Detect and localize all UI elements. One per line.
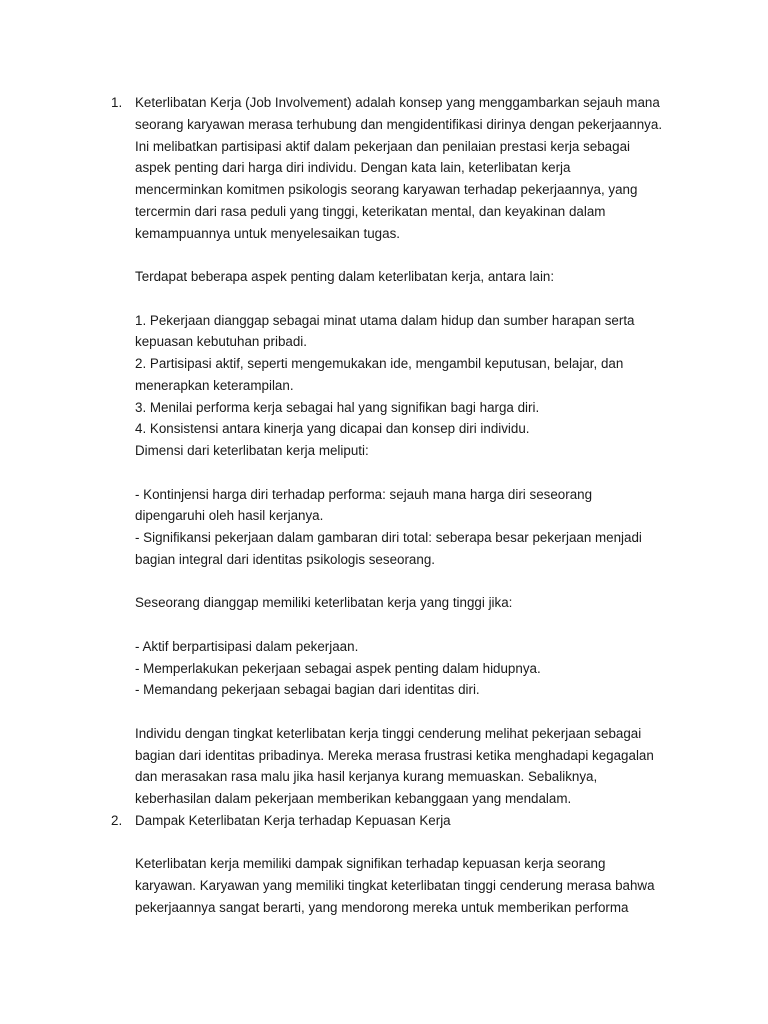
text-line: aspek penting dari harga diri individu. Dengan kata lain, keterlibatan kerja xyxy=(135,160,571,176)
text-line: - Memandang pekerjaan sebagai bagian dari identitas diri. xyxy=(135,682,480,698)
text-line: menerapkan keterampilan. xyxy=(135,377,294,393)
text-line: Keterlibatan Kerja (Job Involvement) adalah konsep yang menggambarkan sejauh mana xyxy=(135,95,660,110)
text-line: bagian integral dari identitas psikologis seseorang. xyxy=(135,551,435,567)
text-line: - Signifikansi pekerjaan dalam gambaran diri total: seberapa besar pekerjaan menjadi xyxy=(135,530,642,545)
text-line: 1. Pekerjaan dianggap sebagai minat utama dalam hidup dan sumber harapan serta xyxy=(135,312,635,328)
dimensions-list xyxy=(135,484,695,571)
list-marker-1: 1. xyxy=(111,95,123,110)
text-line: kepuasan kebutuhan pribadi. xyxy=(135,334,307,350)
criteria-heading: Seseorang dianggap memiliki keterlibatan kerja yang tinggi jika: xyxy=(135,595,513,611)
text-line: keberhasilan dalam pekerjaan memberikan kebanggaan yang mendalam. xyxy=(135,791,572,806)
list-item-2 xyxy=(111,810,695,919)
blank-line xyxy=(135,244,695,266)
text-line: 3. Menilai performa kerja sebagai hal yang signifikan bagi harga diri. xyxy=(135,399,540,415)
text-line: bagian dari identitas pribadinya. Mereka merasa frustrasi ketika menghadapi kegagalan xyxy=(135,747,654,763)
text-line: dipengaruhi oleh hasil kerjanya. xyxy=(135,508,324,524)
text-line: Individu dengan tingkat keterlibatan kerja tinggi cenderung melihat pekerjaan sebagai xyxy=(135,725,642,741)
text-line: dan merasakan rasa malu jika hasil kerjanya kurang memuaskan. Sebaliknya, xyxy=(135,769,598,785)
criteria-list xyxy=(135,636,695,701)
text-line: pekerjaannya sangat berarti, yang mendorong mereka untuk memberikan performa xyxy=(135,899,629,915)
text-line: Dimensi dari keterlibatan kerja meliputi: xyxy=(135,443,369,458)
item2-heading: Dampak Keterlibatan Kerja terhadap Kepuasan Kerja xyxy=(135,812,451,828)
text-line: Ini melibatkan partisipasi aktif dalam pekerjaan dan penilaian prestasi kerja sebagai xyxy=(135,138,630,154)
text-line: 2. Partisipasi aktif, seperti mengemukakan ide, mengambil keputusan, belajar, dan xyxy=(135,356,624,371)
text-line: seorang karyawan merasa terhubung dan mengidentifikasi dirinya dengan pekerjaannya. xyxy=(135,116,663,132)
aspects-heading: Terdapat beberapa aspek penting dalam keterlibatan kerja, antara lain: xyxy=(135,269,555,284)
text-line: kemampuannya untuk menyelesaikan tugas. xyxy=(135,225,400,241)
blank-line xyxy=(135,571,695,593)
document-body xyxy=(111,92,695,919)
blank-line xyxy=(135,288,695,310)
text-line: - Kontinjensi harga diri terhadap performa: sejauh mana harga diri seseorang xyxy=(135,486,593,502)
text-line: 4. Konsistensi antara kinerja yang dicapai dan konsep diri individu. xyxy=(135,421,530,437)
text-line: Keterlibatan kerja memiliki dampak signifikan terhadap kepuasan kerja seorang xyxy=(135,856,606,872)
text-line: karyawan. Karyawan yang memiliki tingkat keterlibatan tinggi cenderung merasa bahwa xyxy=(135,878,655,893)
item1-closing-paragraph xyxy=(135,723,695,810)
list-item-1 xyxy=(111,92,695,810)
blank-line xyxy=(135,701,695,723)
blank-line xyxy=(135,462,695,484)
text-line: - Aktif berpartisipasi dalam pekerjaan. xyxy=(135,638,359,654)
blank-line xyxy=(135,832,695,854)
item1-intro-paragraph xyxy=(135,92,695,244)
text-line: - Memperlakukan pekerjaan sebagai aspek penting dalam hidupnya. xyxy=(135,660,541,676)
text-line: tercermin dari rasa peduli yang tinggi, keterikatan mental, dan keyakinan dalam xyxy=(135,203,606,219)
text-line: mencerminkan komitmen psikologis seorang karyawan terhadap pekerjaannya, yang xyxy=(135,182,638,197)
blank-line xyxy=(135,614,695,636)
aspects-list xyxy=(135,310,695,462)
list-marker-2: 2. xyxy=(111,812,123,828)
item2-paragraph xyxy=(135,853,695,918)
